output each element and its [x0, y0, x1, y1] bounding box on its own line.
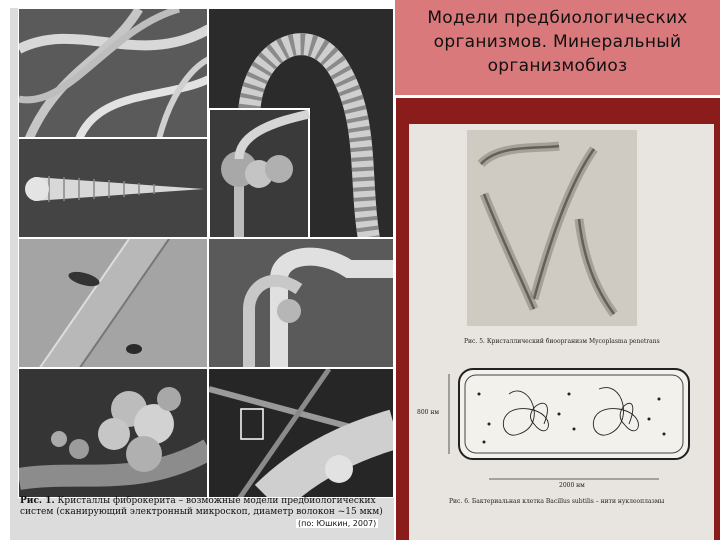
- figure-left-caption-label: Рис. 1.: [20, 496, 55, 506]
- diagonal-fibers-image: [19, 239, 208, 368]
- cone-fiber-image: [19, 139, 208, 238]
- micrograph-diagonal-fibers: [18, 238, 208, 368]
- figure-left-caption: [20, 496, 392, 518]
- micrograph-sphere-cluster: [18, 368, 208, 498]
- bacterial-cell-outline: [459, 369, 689, 459]
- tangled-fibers-image: [19, 9, 208, 138]
- fibrokerite-micrograph-plate: [10, 8, 394, 540]
- scanned-book-page: [409, 124, 714, 540]
- biomorph-drawings: [409, 124, 714, 540]
- scale-label-vertical: 800 нм: [417, 409, 440, 416]
- slide-title: Модели предбиологических организмов. Минеральный организмобиоз: [427, 8, 688, 76]
- coiled-fiber-image: [209, 9, 394, 238]
- source-note: (по: Юшкин, 2007): [298, 519, 377, 528]
- micrograph-cone-fiber: [18, 138, 208, 238]
- figure-right-caption-top: Рис. 5. Кристаллический биоорганизм Mycoplasma penetrans: [464, 338, 660, 345]
- figure-left-caption-text: Кристаллы фиброкерита – возможные модели предбиологических систем (сканирующий электронный микроскоп, диаметр волокон ~15 мкм): [20, 496, 383, 517]
- sphere-cluster-image: [19, 369, 208, 498]
- scale-label-horizontal: 2000 нм: [559, 482, 585, 489]
- fiber-net-image: [209, 369, 394, 498]
- micrograph-fiber-net: [208, 368, 394, 498]
- micrograph-tangled-fibers: [18, 8, 208, 138]
- bent-fiber-image: [209, 239, 394, 368]
- figure-right-caption-bottom: Рис. 6. Бактериальная клетка Bacillus subtilis – нити нуклеоплазмы: [449, 498, 665, 505]
- micrograph-bent-fiber: [208, 238, 394, 368]
- micrograph-coiled-fiber: [208, 8, 394, 238]
